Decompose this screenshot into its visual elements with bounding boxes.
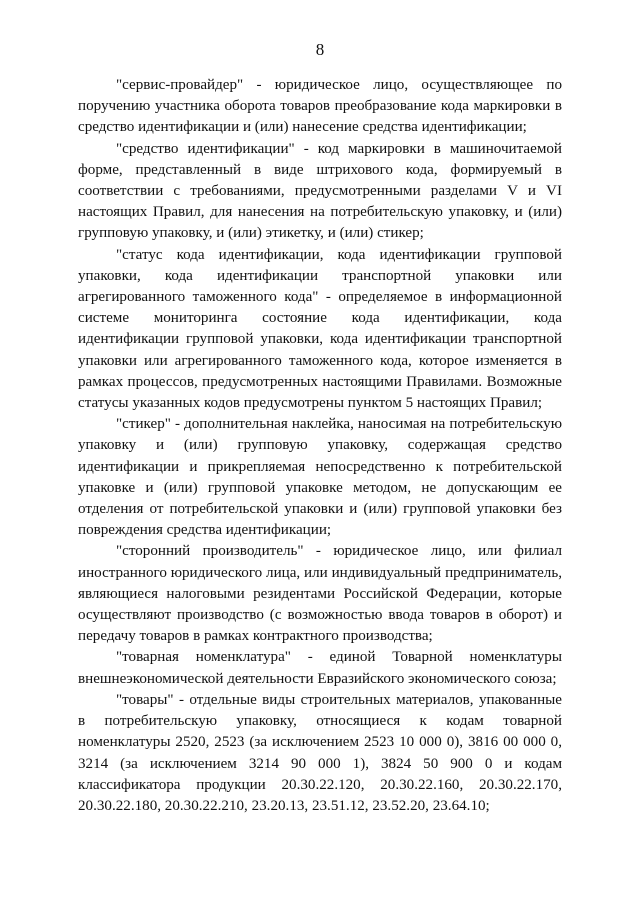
definition-third-party-manufacturer: "сторонний производитель" - юридическое лицо, или филиал иностранного юридического лица, или индивидуальный предприниматель, являющиеся налоговыми резидентами Российской Федерации, которые осуществляют производство (с возможностью ввода товаров в оборот) и передачу товаров в рамках контрактного производства; [78,543,562,645]
definition-commodity-nomenclature: "товарная номенклатура" - единой Товарной номенклатуры внешнеэкономической деятельности Евразийского экономического союза; [78,649,562,687]
definition-identification-means: "средство идентификации" - код маркировки в машиночитаемой форме, представленный в виде штрихового кода, формируемый в соответствии с требованиями, предусмотренными разделами V и VI настоящих Правил, для нанесения на потребительскую упаковку, и (или) групповую упаковку, и (или) этикетку, и (или) стикер; [78,140,562,242]
page-number: 8 [315,40,325,59]
definition-sticker: "стикер" - дополнительная наклейка, наносимая на потребительскую упаковку и (или) групповую упаковку, содержащая средство идентификации и прикрепляемая непосредственно к потребительской упаковке и (или) групповой упаковке методом, не допускающим ее отделения от потребительской упаковки и (или) групповой упаковки без повреждения средства идентификации; [78,416,562,539]
definition-goods: "товары" - отдельные виды строительных материалов, упакованные в потребительскую упаковку, относящиеся к кодам товарной номенклатуры 2520, 2523 (за исключением 2523 10 000 0), 3816 00 000 0, 3214 (за исключением 3214 90 000 1), 3824 50 900 0 и кодам классификатора продукции 20.30.22.120, 20.30.22.160, 20.30.22.170, 20.30.22.180, 20.30.22.210, 23.20.13, 23.51.12, 23.52.20, 23.64.10; [78,691,562,814]
definition-service-provider: "сервис-провайдер" - юридическое лицо, осуществляющее по поручению участника оборота товаров преобразование кода маркировки в средство идентификации и (или) нанесение средства идентификации; [78,77,562,136]
definition-code-status: "статус кода идентификации, кода идентификации групповой упаковки, кода идентификации транспортной упаковки или агрегированного таможенного кода" - определяемое в информационной системе мониторинга состояние кода идентификации, кода идентификации групповой упаковки, кода идентификации транспортной упаковки или агрегированного таможенного кода, которое изменяется в рамках процессов, предусмотренных настоящими Правилами. Возможные статусы указанных кодов предусмотрены пунктом 5 настоящих Правил; [78,246,562,412]
document-body [78,75,562,817]
